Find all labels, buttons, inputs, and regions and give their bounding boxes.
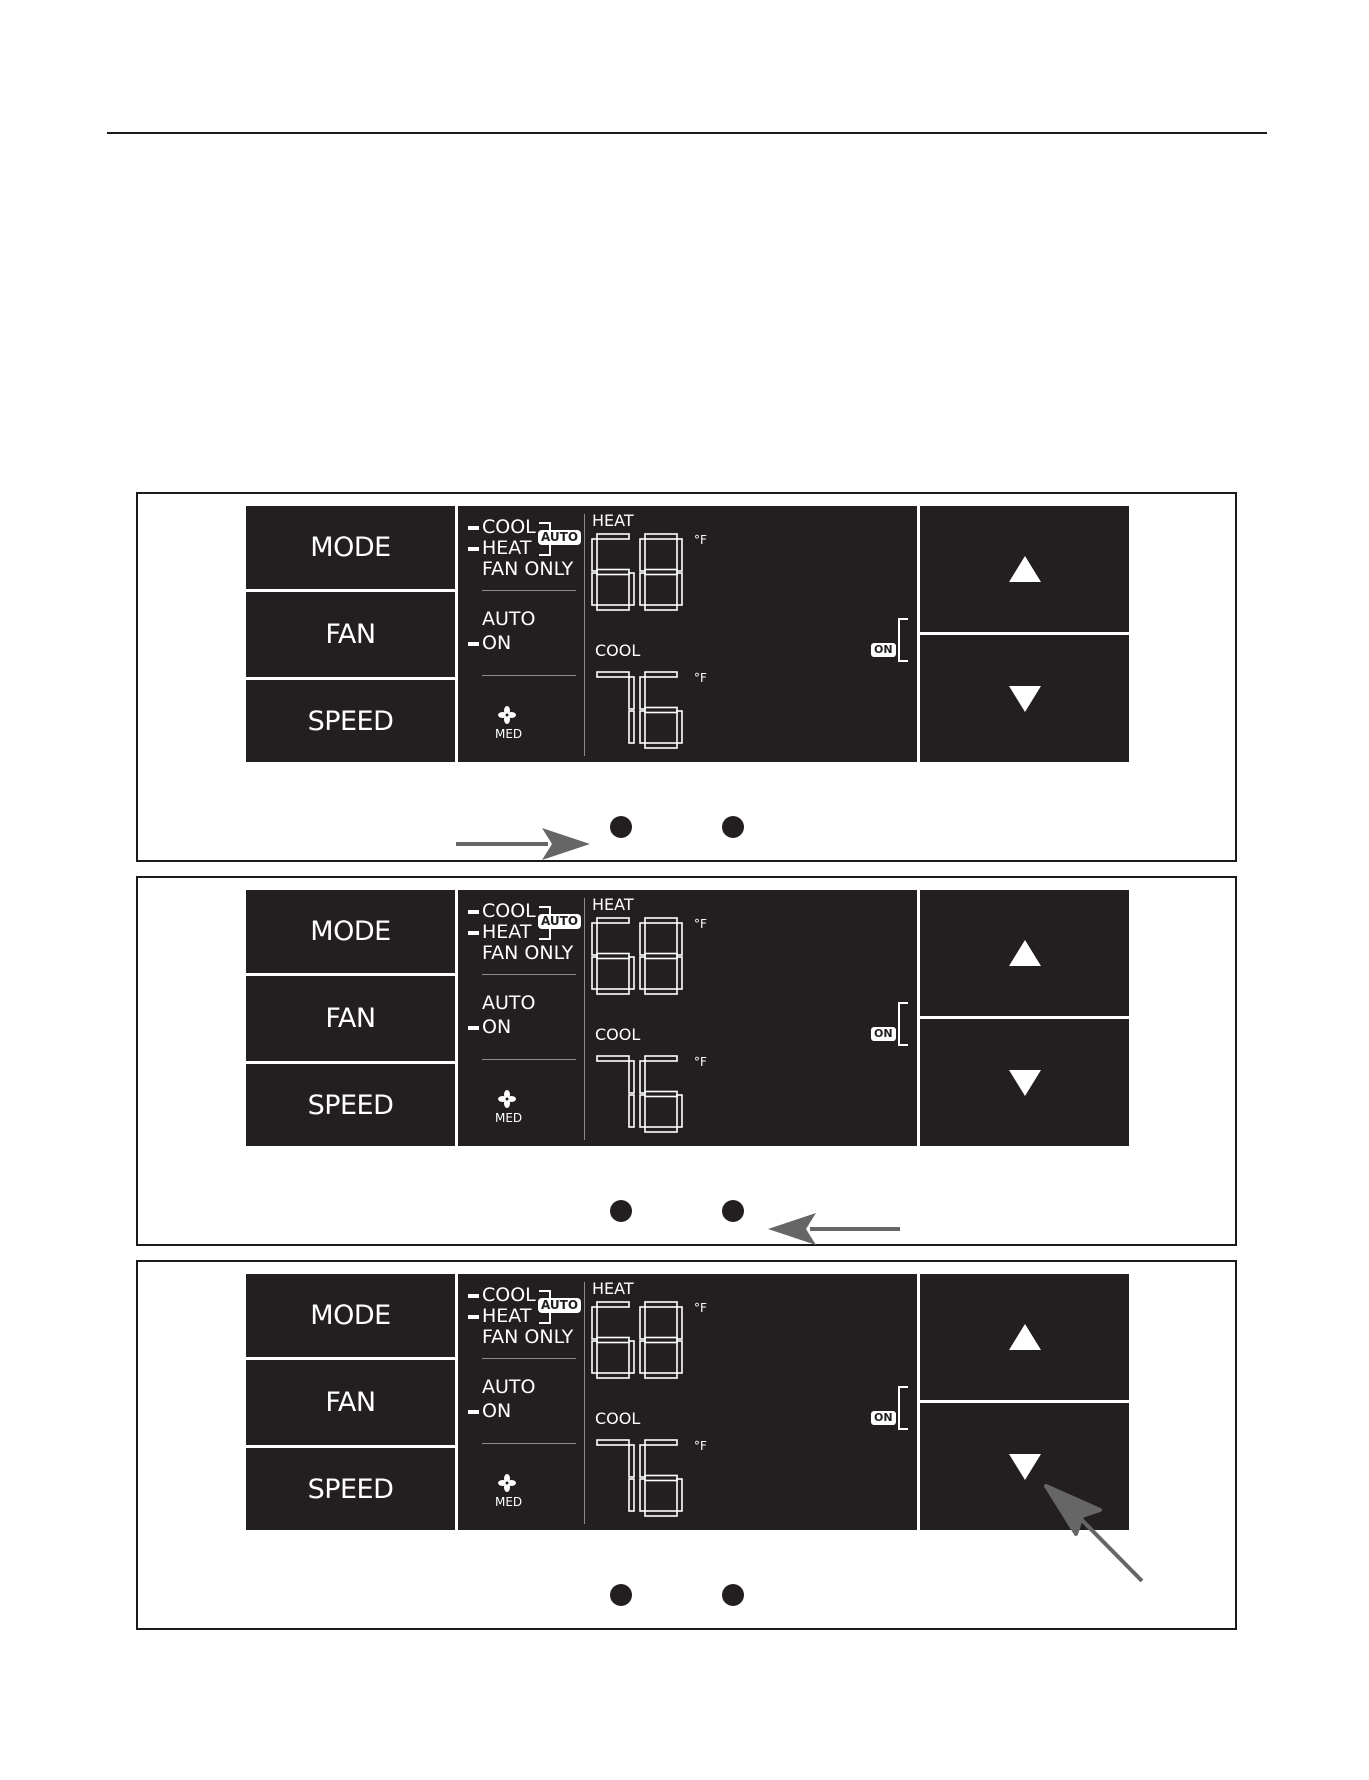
digit-segment — [677, 923, 682, 955]
fan-button[interactable] — [246, 592, 455, 677]
digit-segment — [640, 1445, 645, 1477]
fan-button-label: FAN — [325, 619, 376, 650]
digit-segment — [629, 1341, 634, 1373]
digit-segment — [597, 1338, 629, 1343]
on-bracket — [898, 618, 908, 662]
cool-setpoint-digits — [592, 1440, 692, 1520]
indicator-dot-left — [610, 1200, 632, 1222]
fan-button[interactable] — [246, 976, 455, 1061]
digit-segment — [592, 957, 597, 989]
fan-speed-label: MED — [495, 1495, 523, 1509]
triangle-down-icon — [1009, 1454, 1041, 1480]
digit-segment — [640, 1341, 645, 1373]
triangle-down-icon — [1009, 686, 1041, 712]
heat-unit-label: °F — [694, 1301, 707, 1315]
digit-segment — [645, 1373, 677, 1378]
digit-segment — [640, 1095, 645, 1127]
fan-only-mode-label: FAN ONLY — [482, 558, 574, 580]
fan-on-label: ON — [482, 1016, 512, 1038]
heat-indicator-dash — [468, 931, 479, 935]
digit-segment — [640, 711, 645, 743]
digit-segment — [592, 1307, 597, 1339]
digit-segment — [597, 672, 629, 677]
separator — [482, 1443, 576, 1444]
digit-segment — [597, 534, 629, 539]
heat-setpoint-digits — [592, 1302, 692, 1382]
separator — [482, 1059, 576, 1060]
speed-button-label: SPEED — [307, 1473, 394, 1505]
digit-segment — [629, 1445, 634, 1477]
mode-button-label: MODE — [310, 532, 391, 563]
triangle-up-icon — [1009, 556, 1041, 582]
on-badge: ON — [871, 1027, 896, 1041]
digit-segment — [645, 743, 677, 748]
fan-only-mode-label: FAN ONLY — [482, 1326, 574, 1348]
digit-segment — [645, 989, 677, 994]
digit-segment — [677, 573, 682, 605]
digit-segment — [645, 1056, 677, 1061]
cool-unit-label: °F — [694, 1055, 707, 1069]
digit-segment — [640, 573, 645, 605]
digit-segment — [677, 539, 682, 571]
digit-segment — [592, 539, 597, 571]
heat-setpoint-digits — [592, 534, 692, 614]
heat-setpoint-digits — [592, 918, 692, 998]
digit-segment — [640, 1479, 645, 1511]
digit-segment — [629, 677, 634, 709]
cool-setpoint-label: COOL — [595, 641, 641, 660]
digit-segment — [677, 1095, 682, 1127]
digit-segment — [597, 1056, 629, 1061]
cool-indicator-dash — [468, 526, 479, 530]
vertical-separator — [584, 1282, 585, 1524]
on-badge: ON — [871, 643, 896, 657]
lcd-display — [458, 506, 917, 762]
digit-segment — [597, 918, 629, 923]
indicator-dot-left — [610, 816, 632, 838]
digit-segment — [677, 1341, 682, 1373]
thermostat-device — [246, 506, 1129, 762]
digit-segment — [629, 573, 634, 605]
triangle-up-icon — [1009, 940, 1041, 966]
digit-segment — [645, 1338, 677, 1343]
fan-auto-label: AUTO — [482, 608, 536, 630]
digit-segment — [645, 918, 677, 923]
mode-button[interactable] — [246, 1274, 455, 1357]
up-button[interactable] — [920, 1274, 1129, 1400]
heat-mode-label: HEAT — [482, 1305, 532, 1327]
heat-mode-label: HEAT — [482, 921, 532, 943]
fan-on-indicator-dash — [468, 1026, 479, 1030]
separator — [482, 590, 576, 591]
on-bracket — [898, 1002, 908, 1046]
indicator-dot-left — [610, 1584, 632, 1606]
cool-indicator-dash — [468, 910, 479, 914]
fan-on-label: ON — [482, 1400, 512, 1422]
fan-icon — [498, 1474, 516, 1492]
vertical-separator — [584, 898, 585, 1140]
on-bracket — [898, 1386, 908, 1430]
digit-segment — [677, 957, 682, 989]
down-button[interactable] — [920, 635, 1129, 762]
fan-button-label: FAN — [325, 1003, 376, 1034]
lcd-display — [458, 890, 917, 1146]
speed-button-label: SPEED — [307, 705, 394, 737]
vertical-separator — [584, 514, 585, 756]
up-button[interactable] — [920, 890, 1129, 1016]
fan-icon — [498, 706, 516, 724]
digit-segment — [597, 605, 629, 610]
digit-segment — [640, 539, 645, 571]
fan-on-label: ON — [482, 632, 512, 654]
lcd-display — [458, 1274, 917, 1530]
cool-mode-label: COOL — [482, 900, 536, 922]
digit-segment — [629, 1479, 634, 1511]
on-badge: ON — [871, 1411, 896, 1425]
triangle-down-icon — [1009, 1070, 1041, 1096]
digit-segment — [645, 1476, 677, 1481]
heat-setpoint-label: HEAT — [592, 1279, 634, 1298]
digit-segment — [640, 957, 645, 989]
down-button[interactable] — [920, 1403, 1129, 1530]
digit-segment — [640, 1307, 645, 1339]
fan-speed-label: MED — [495, 727, 523, 741]
auto-badge: AUTO — [538, 530, 581, 545]
cool-mode-label: COOL — [482, 516, 536, 538]
speed-button-label: SPEED — [307, 1089, 394, 1121]
mode-button-label: MODE — [310, 1300, 391, 1331]
digit-segment — [629, 1095, 634, 1127]
digit-segment — [645, 1511, 677, 1516]
separator — [482, 1358, 576, 1359]
cool-setpoint-label: COOL — [595, 1409, 641, 1428]
digit-segment — [597, 1440, 629, 1445]
mode-button[interactable] — [246, 890, 455, 973]
heat-mode-label: HEAT — [482, 537, 532, 559]
up-button[interactable] — [920, 506, 1129, 632]
digit-segment — [645, 534, 677, 539]
separator — [482, 675, 576, 676]
digit-segment — [677, 1307, 682, 1339]
digit-segment — [645, 1440, 677, 1445]
cool-unit-label: °F — [694, 671, 707, 685]
digit-segment — [640, 1061, 645, 1093]
heat-setpoint-label: HEAT — [592, 895, 634, 914]
thermostat-device — [246, 1274, 1129, 1530]
diagram-panel-3 — [136, 1260, 1237, 1630]
digit-segment — [645, 672, 677, 677]
header-rule — [107, 132, 1267, 134]
auto-badge: AUTO — [538, 1298, 581, 1313]
digit-segment — [645, 1127, 677, 1132]
cool-setpoint-label: COOL — [595, 1025, 641, 1044]
fan-speed-label: MED — [495, 1111, 523, 1125]
digit-segment — [645, 1092, 677, 1097]
fan-auto-label: AUTO — [482, 1376, 536, 1398]
fan-button-label: FAN — [325, 1387, 376, 1418]
digit-segment — [640, 923, 645, 955]
speed-button[interactable] — [246, 680, 455, 762]
digit-segment — [592, 1341, 597, 1373]
speed-button[interactable] — [246, 1448, 455, 1530]
digit-segment — [645, 954, 677, 959]
indicator-dot-right — [722, 1584, 744, 1606]
digit-segment — [597, 1302, 629, 1307]
fan-on-indicator-dash — [468, 642, 479, 646]
heat-setpoint-label: HEAT — [592, 511, 634, 530]
digit-segment — [597, 954, 629, 959]
digit-segment — [597, 570, 629, 575]
digit-segment — [629, 711, 634, 743]
speed-button[interactable] — [246, 1064, 455, 1146]
cool-setpoint-digits — [592, 1056, 692, 1136]
mode-button[interactable] — [246, 506, 455, 589]
thermostat-device — [246, 890, 1129, 1146]
auto-badge: AUTO — [538, 914, 581, 929]
diagram-panel-1 — [136, 492, 1237, 862]
diagram-panel-2 — [136, 876, 1237, 1246]
cool-unit-label: °F — [694, 1439, 707, 1453]
digit-segment — [629, 957, 634, 989]
digit-segment — [677, 1479, 682, 1511]
cool-indicator-dash — [468, 1294, 479, 1298]
indicator-dot-right — [722, 1200, 744, 1222]
digit-segment — [592, 923, 597, 955]
separator — [482, 974, 576, 975]
fan-auto-label: AUTO — [482, 992, 536, 1014]
indicator-dot-right — [722, 816, 744, 838]
digit-segment — [645, 708, 677, 713]
down-button[interactable] — [920, 1019, 1129, 1146]
fan-on-indicator-dash — [468, 1410, 479, 1414]
fan-only-mode-label: FAN ONLY — [482, 942, 574, 964]
heat-indicator-dash — [468, 1315, 479, 1319]
cool-mode-label: COOL — [482, 1284, 536, 1306]
digit-segment — [597, 989, 629, 994]
mode-button-label: MODE — [310, 916, 391, 947]
digit-segment — [640, 677, 645, 709]
fan-button[interactable] — [246, 1360, 455, 1445]
fan-icon — [498, 1090, 516, 1108]
heat-indicator-dash — [468, 547, 479, 551]
digit-segment — [629, 1061, 634, 1093]
digit-segment — [645, 570, 677, 575]
digit-segment — [677, 711, 682, 743]
digit-segment — [592, 573, 597, 605]
digit-segment — [645, 605, 677, 610]
cool-setpoint-digits — [592, 672, 692, 752]
triangle-up-icon — [1009, 1324, 1041, 1350]
digit-segment — [597, 1373, 629, 1378]
heat-unit-label: °F — [694, 917, 707, 931]
heat-unit-label: °F — [694, 533, 707, 547]
digit-segment — [645, 1302, 677, 1307]
